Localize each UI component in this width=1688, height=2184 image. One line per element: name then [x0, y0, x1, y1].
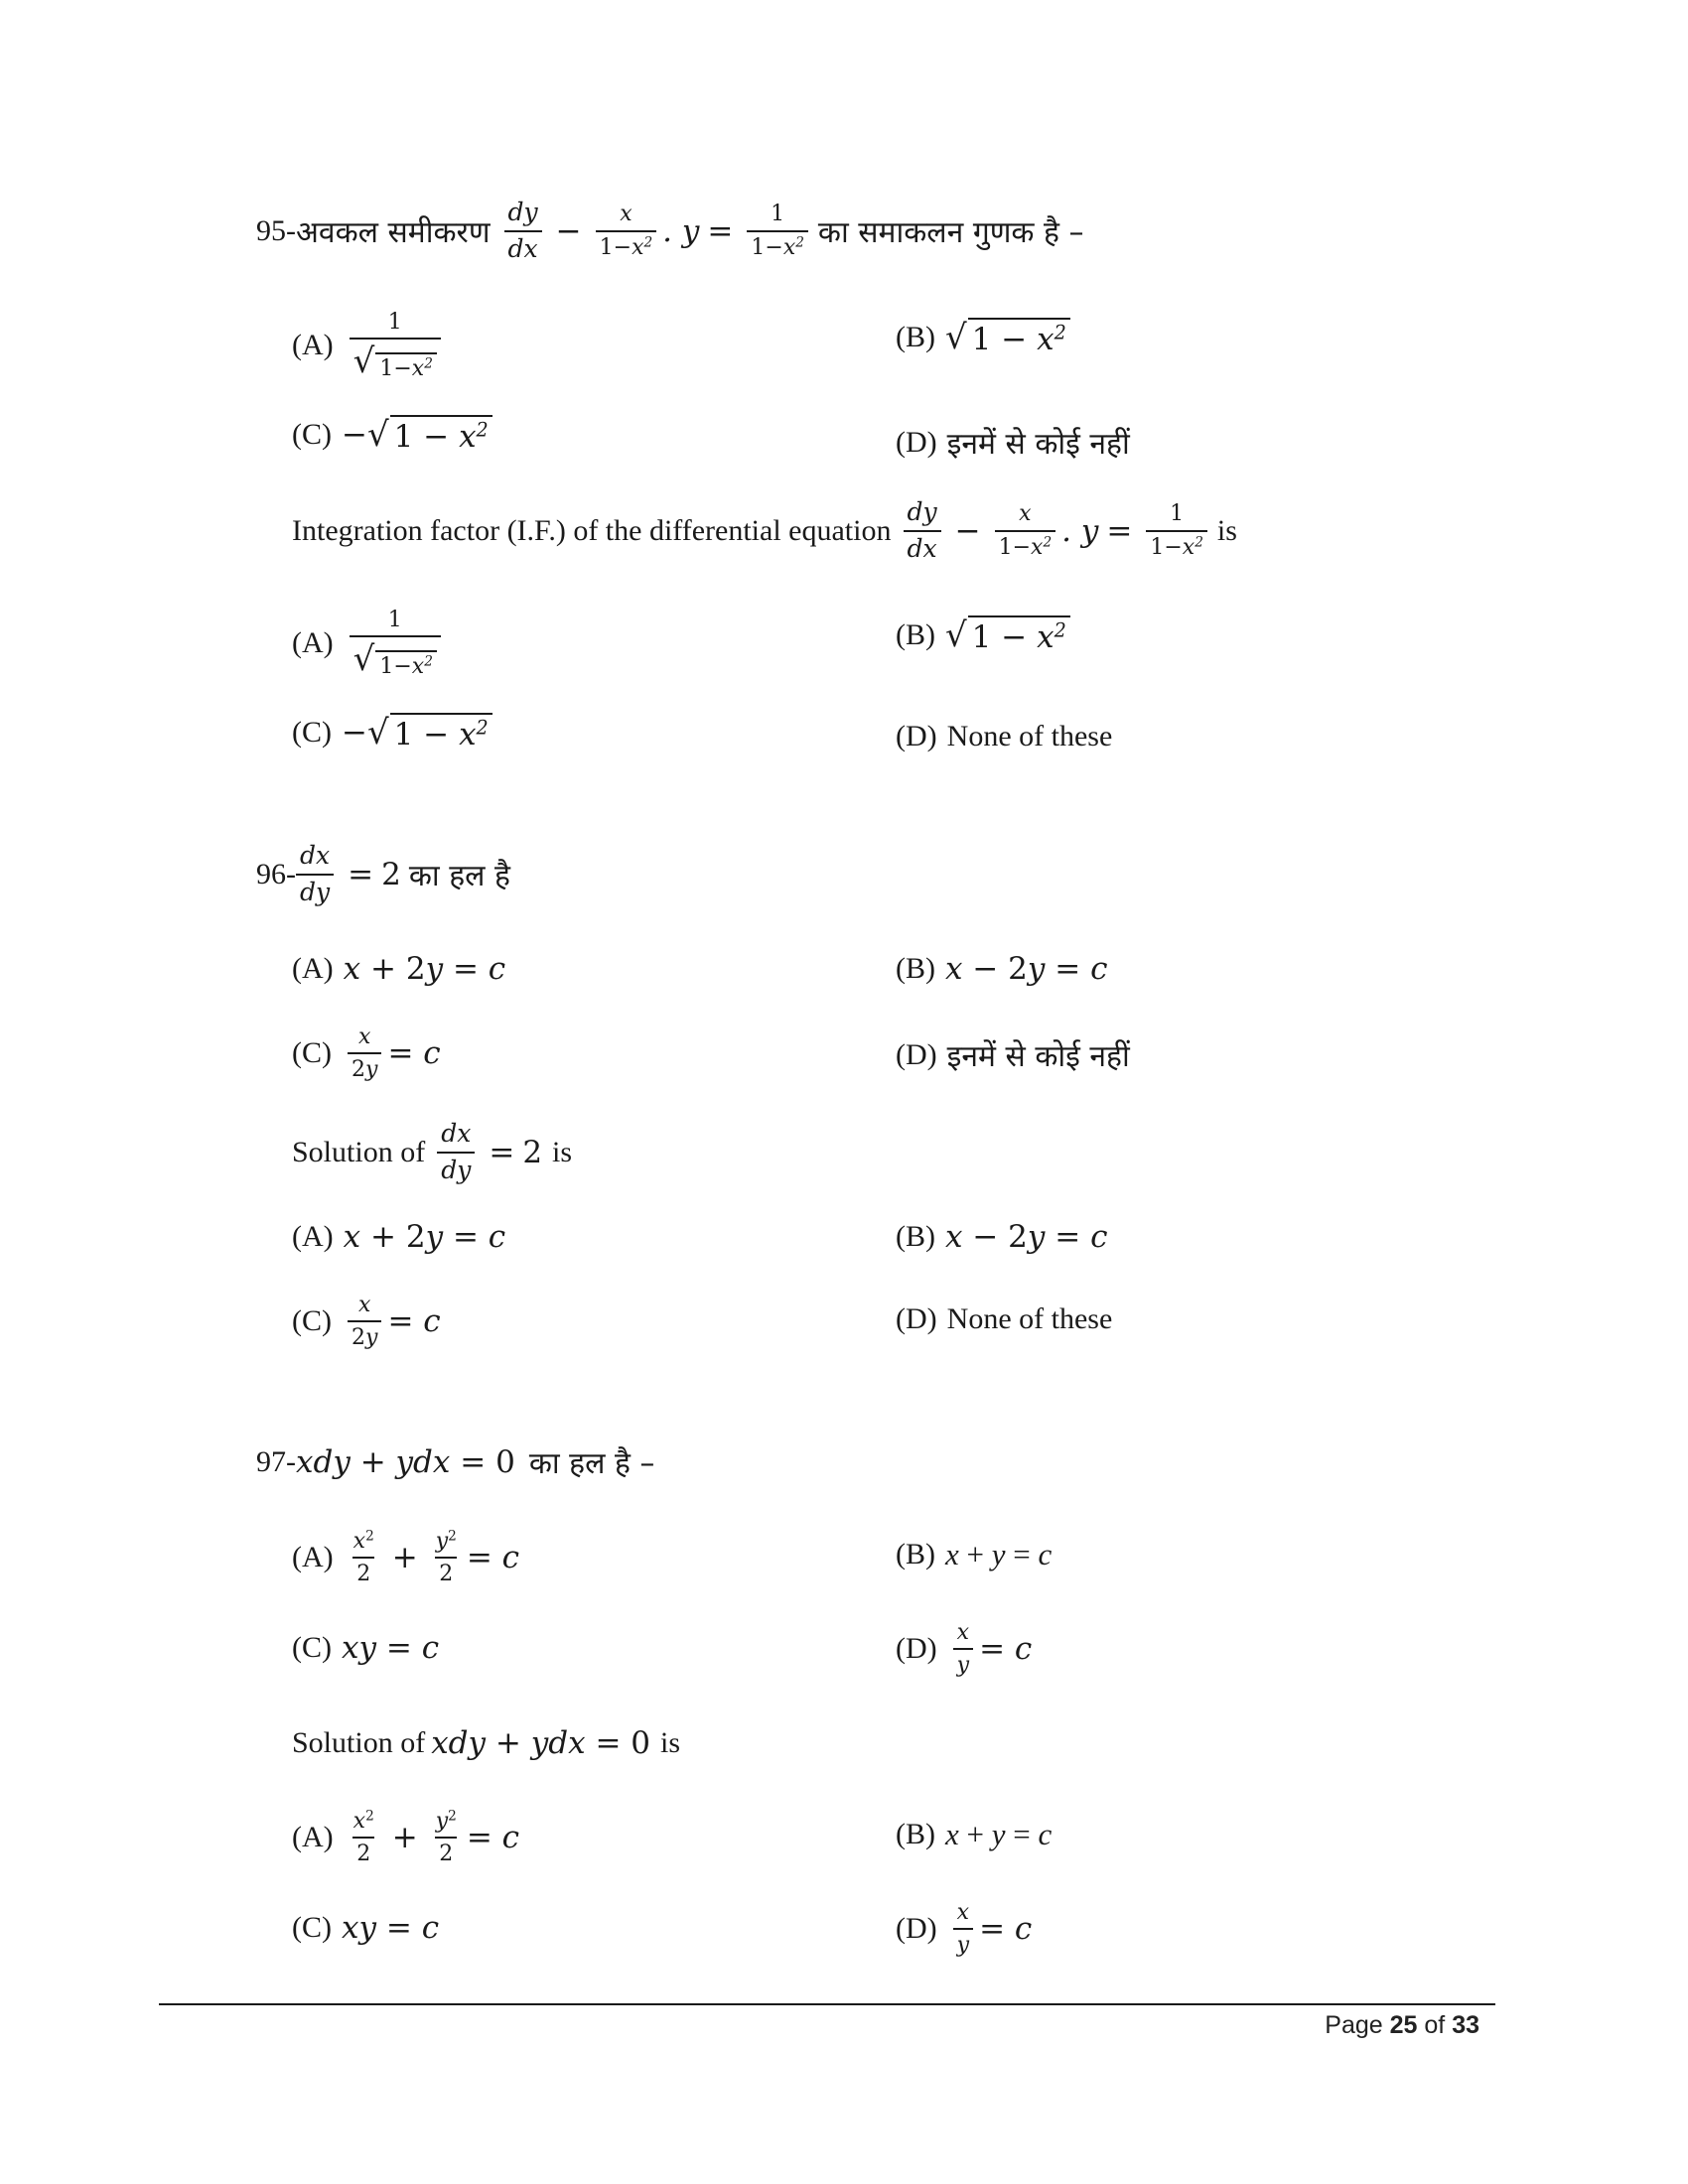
option-math: x + 2y = c [343, 951, 506, 987]
option-math: x + y = c [945, 1817, 1053, 1851]
option-math: $\frac{x}{y}$ [953, 1620, 973, 1679]
option-c[interactable]: (C) − √ $1 - x^2$ [292, 415, 492, 455]
option-math: $\frac{x^2}{2}$ [352, 1808, 374, 1867]
option-b[interactable]: (B) x + y = c [896, 1817, 1053, 1851]
option-math: √ $1 - x^2$ [367, 415, 492, 455]
question-text: का समाकलन गुणक है – [817, 215, 1084, 251]
question-text: Solution of [292, 1726, 426, 1759]
equation-fraction: $\frac{dy}{dx}$ [903, 498, 940, 564]
equation-fraction: $\frac{1}{1-x^2}$ [1146, 501, 1207, 560]
option-c[interactable]: (C) $\frac{x}{2y}$ = c [292, 1024, 441, 1083]
option-math: √ $1 - x^2$ [367, 713, 492, 752]
option-c[interactable]: (C) xy = c [292, 1910, 440, 1946]
option-math: √ $1 - x^2$ [945, 615, 1070, 655]
equation-fraction: $\frac{x}{1-x^2}$ [596, 202, 657, 260]
option-a[interactable]: (A) x + 2y = c [292, 951, 506, 987]
option-math: xy = c [342, 1910, 440, 1946]
question-text: का हल है – [528, 1446, 655, 1481]
option-a[interactable]: (A) $\frac{x^2}{2}$ + $\frac{y^2}{2}$ = c [292, 1808, 520, 1867]
question-equation: xdy + ydx = 0 [296, 1443, 515, 1480]
option-math: $\frac{y^2}{2}$ [435, 1808, 457, 1867]
option-c[interactable]: (C) xy = c [292, 1630, 440, 1666]
question-number: 95- [256, 213, 296, 247]
option-b[interactable]: (B) √ $1 - x^2$ [896, 615, 1070, 655]
option-d[interactable]: (D) इनमें से कोई नहीं [896, 1037, 1130, 1074]
question-equation: xdy + ydx = 0 [431, 1725, 650, 1761]
option-d[interactable]: (D) None of these [896, 720, 1113, 752]
option-math: √ $1 - x^2$ [945, 318, 1070, 357]
question-text: is [552, 1135, 573, 1168]
option-d[interactable]: (D) $\frac{x}{y}$ = c [896, 1620, 1033, 1679]
option-math: $\frac{y^2}{2}$ [435, 1528, 457, 1587]
question-96-english: Solution of $\frac{dx}{dy}$ = 2 is [292, 1119, 573, 1184]
equation-fraction: $\frac{x}{1-x^2}$ [995, 501, 1056, 560]
question-text: is [660, 1726, 681, 1759]
option-math: 1 √ $1-x^2$ [350, 310, 441, 381]
option-math: xy = c [342, 1630, 440, 1666]
option-math: $\frac{x}{2y}$ [348, 1293, 381, 1351]
question-number: 96- [256, 857, 296, 890]
equation-fraction: $\frac{dx}{dy}$ [296, 842, 334, 907]
question-95-english: Integration factor (I.F.) of the differential equation $\frac{dy}{dx}$ − $\frac{x}{1-x^2}$ . y = $\frac{1}{1-x^2}$ is [292, 497, 1237, 563]
option-a[interactable]: (A) x + 2y = c [292, 1219, 506, 1255]
option-math: x − 2y = c [945, 951, 1108, 987]
option-a[interactable]: (A) $\frac{x^2}{2}$ + $\frac{y^2}{2}$ = c [292, 1528, 520, 1587]
option-d[interactable]: (D) None of these [896, 1302, 1113, 1335]
question-text: Solution of [292, 1135, 426, 1168]
option-math: x + 2y = c [343, 1219, 506, 1255]
question-text: Integration factor (I.F.) of the differential equation [292, 513, 892, 547]
option-math: x + y = c [945, 1537, 1053, 1571]
option-math: $\frac{x^2}{2}$ [352, 1528, 374, 1587]
footer-divider [159, 2003, 1495, 2005]
question-96-hindi: 96- $\frac{dx}{dy}$ = 2 का हल है [256, 841, 510, 906]
question-text: is [1216, 513, 1237, 547]
option-d[interactable]: (D) $\frac{x}{y}$ = c [896, 1900, 1033, 1959]
equation-fraction: $\frac{dy}{dx}$ [504, 199, 542, 264]
question-text: अवकल समीकरण [296, 215, 491, 251]
option-math: 1 √ $1-x^2$ [350, 608, 441, 679]
question-95-hindi: 95- अवकल समीकरण $\frac{dy}{dx}$ − $\frac{x}{1-x^2}$ . y = $\frac{1}{1-x^2}$ का समाकलन गुणक है – [256, 198, 1084, 263]
question-text: का हल है [408, 859, 510, 894]
option-b[interactable]: (B) x + y = c [896, 1537, 1053, 1571]
equation-fraction: $\frac{1}{1-x^2}$ [747, 202, 808, 260]
question-97-hindi [256, 1441, 654, 1482]
option-math: $\frac{x}{y}$ [953, 1900, 973, 1959]
question-97-english [292, 1725, 680, 1761]
equation-fraction: $\frac{dx}{dy}$ [437, 1120, 475, 1185]
option-b[interactable]: (B) √ $1 - x^2$ [896, 318, 1070, 357]
option-c[interactable]: (C) − √ $1 - x^2$ [292, 713, 492, 752]
option-math: x − 2y = c [945, 1219, 1108, 1255]
option-a[interactable]: (A) 1 √ $1-x^2$ [292, 608, 447, 679]
option-math: $\frac{x}{2y}$ [348, 1024, 381, 1083]
option-b[interactable]: (B) x − 2y = c [896, 951, 1108, 987]
option-d[interactable]: (D) इनमें से कोई नहीं [896, 425, 1130, 462]
question-number: 97- [256, 1444, 296, 1478]
page-number: Page 25 of 33 [1325, 2011, 1479, 2039]
option-c[interactable]: (C) $\frac{x}{2y}$ = c [292, 1293, 441, 1351]
option-b[interactable]: (B) x − 2y = c [896, 1219, 1108, 1255]
option-a[interactable]: (A) 1 √ $1-x^2$ [292, 310, 447, 381]
